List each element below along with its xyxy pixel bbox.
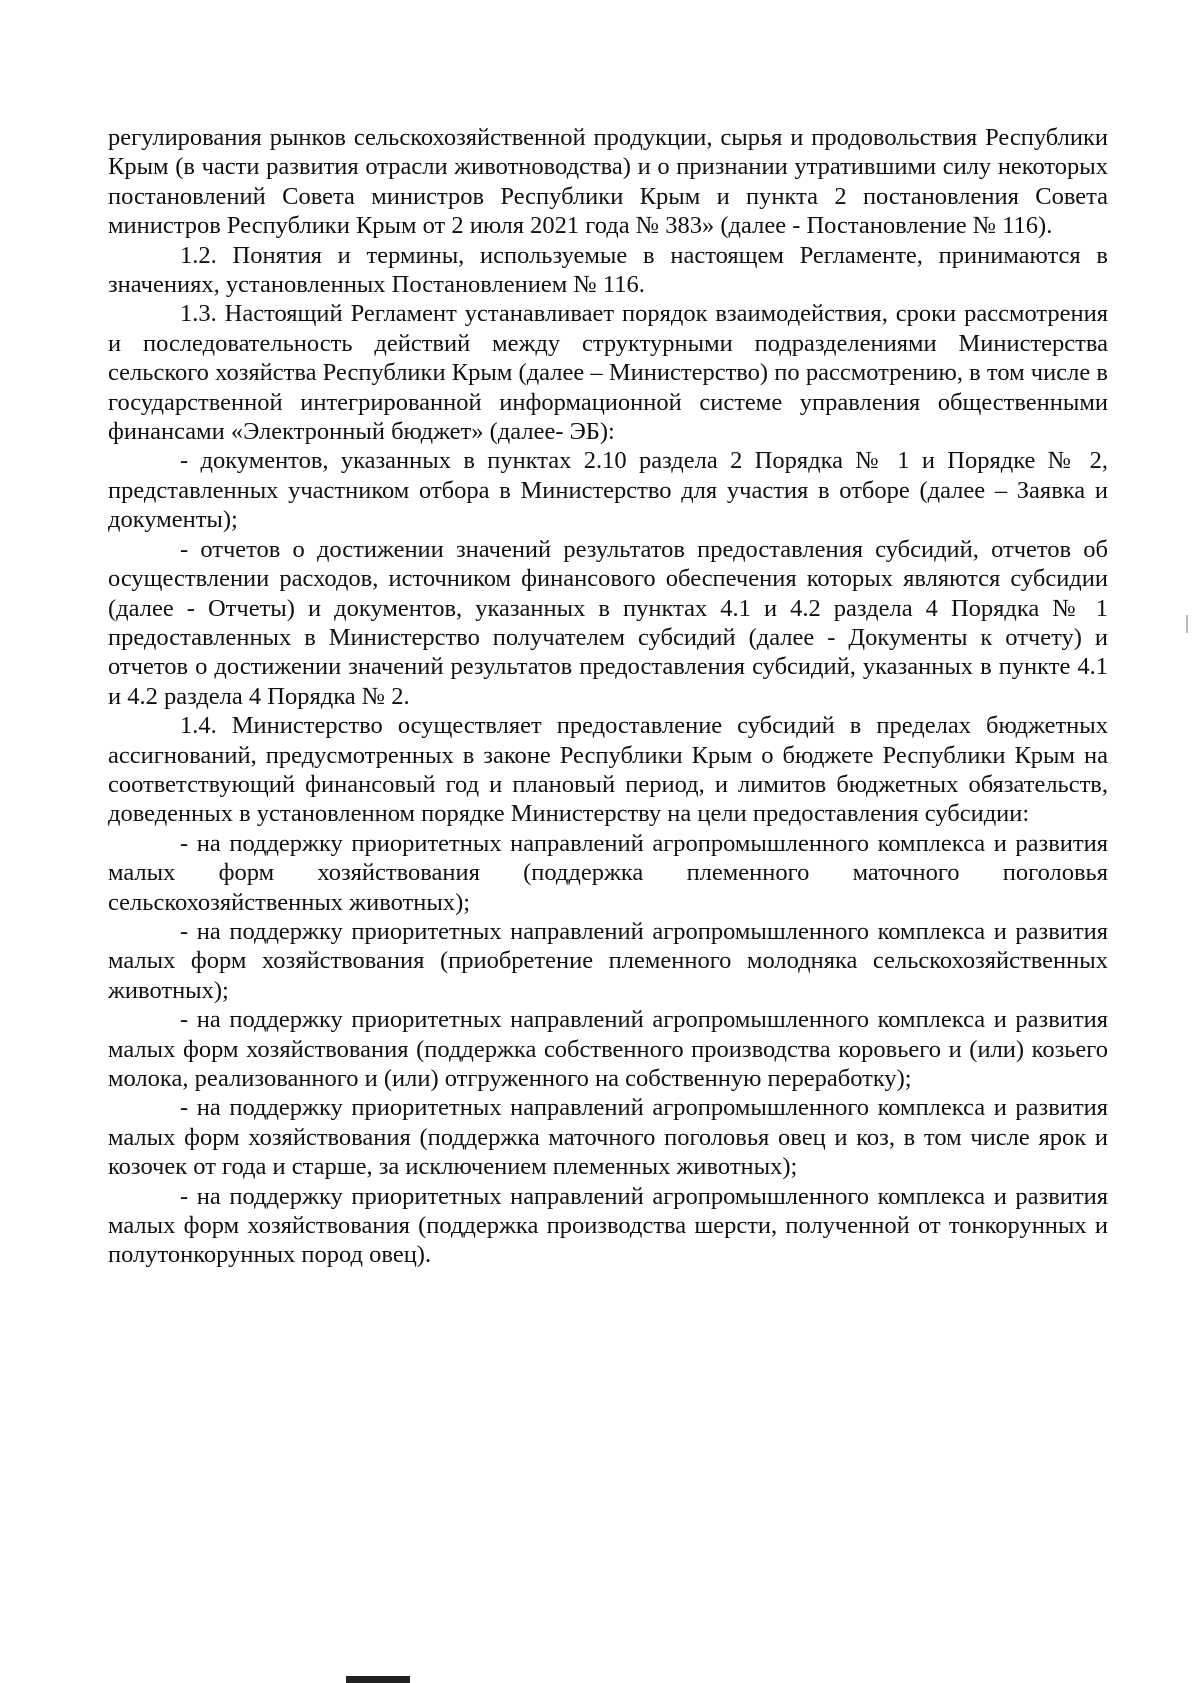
paragraph-continuation: регулирования рынков сельскохозяйственной продукции, сырья и продовольствия Республики Крым (в части развития отрасли животноводства) и о признании утратившими силу некоторых постановлений Совета министров Республики Крым и пункта 2 постановления Совета министров Республики Крым от 2 июля 2021 года № 383» (далее - Постановление № 116). [108, 124, 1108, 240]
list-item-wool-production: - на поддержку приоритетных направлений агропромышленного комплекса и развития малых форм хозяйствования (поддержка производства шерсти, полученной от тонкорунных и полутонкорунных пород овец). [108, 1182, 1108, 1269]
list-item-young-breeding-stock: - на поддержку приоритетных направлений агропромышленного комплекса и развития малых форм хозяйствования (приобретение племенного молодняка сельскохозяйственных животных); [108, 917, 1108, 1004]
paragraph-1-4: 1.4. Министерство осуществляет предоставление субсидий в пределах бюджетных ассигнований, предусмотренных в законе Республики Крым о бюджете Республики Крым на соответствующий финансовый год и плановый период, и лимитов бюджетных обязательств, доведенных в установленном порядке Министерству на цели предоставления субсидии: [108, 712, 1108, 828]
document-body [108, 123, 1108, 1270]
list-item-sheep-goats: - на поддержку приоритетных направлений агропромышленного комплекса и развития малых форм хозяйствования (поддержка маточного поголовья овец и коз, в том числе ярок и козочек от года и старше, за исключением племенных животных); [108, 1094, 1108, 1181]
scan-edge-mark [1186, 615, 1188, 633]
list-item-reports: - отчетов о достижении значений результатов предоставления субсидий, отчетов об осуществлении расходов, источником финансового обеспечения которых являются субсидии (далее - Отчеты) и документов, указанных в пунктах 4.1 и 4.2 раздела 4 Порядка № 1 предоставленных в Министерство получателем субсидий (далее - Документы к отчету) и отчетов о достижении значений результатов предоставления субсидий, указанных в пункте 4.1 и 4.2 раздела 4 Порядка № 2. [108, 535, 1108, 710]
list-item-milk-production: - на поддержку приоритетных направлений агропромышленного комплекса и развития малых форм хозяйствования (поддержка собственного производства коровьего и (или) козьего молока, реализованного и (или) отгруженного на собственную переработку); [108, 1006, 1108, 1092]
list-item-documents: - документов, указанных в пунктах 2.10 раздела 2 Порядка № 1 и Порядке № 2, представленных участником отбора в Министерство для участия в отборе (далее – Заявка и документы); [108, 447, 1108, 534]
list-item-breeding-livestock: - на поддержку приоритетных направлений агропромышленного комплекса и развития малых форм хозяйствования (поддержка племенного маточного поголовья сельскохозяйственных животных); [108, 829, 1108, 916]
paragraph-1-2: 1.2. Понятия и термины, используемые в настоящем Регламенте, принимаются в значениях, установленных Постановлением № 116. [108, 241, 1108, 299]
paragraph-1-3: 1.3. Настоящий Регламент устанавливает порядок взаимодействия, сроки рассмотрения и последовательность действий между структурными подразделениями Министерства сельского хозяйства Республики Крым (далее – Министерство) по рассмотрению, в том числе в государственной интегрированной информационной системе управления общественными финансами «Электронный бюджет» (далее- ЭБ): [108, 300, 1108, 446]
cut-off-text-fragment [346, 1676, 410, 1683]
